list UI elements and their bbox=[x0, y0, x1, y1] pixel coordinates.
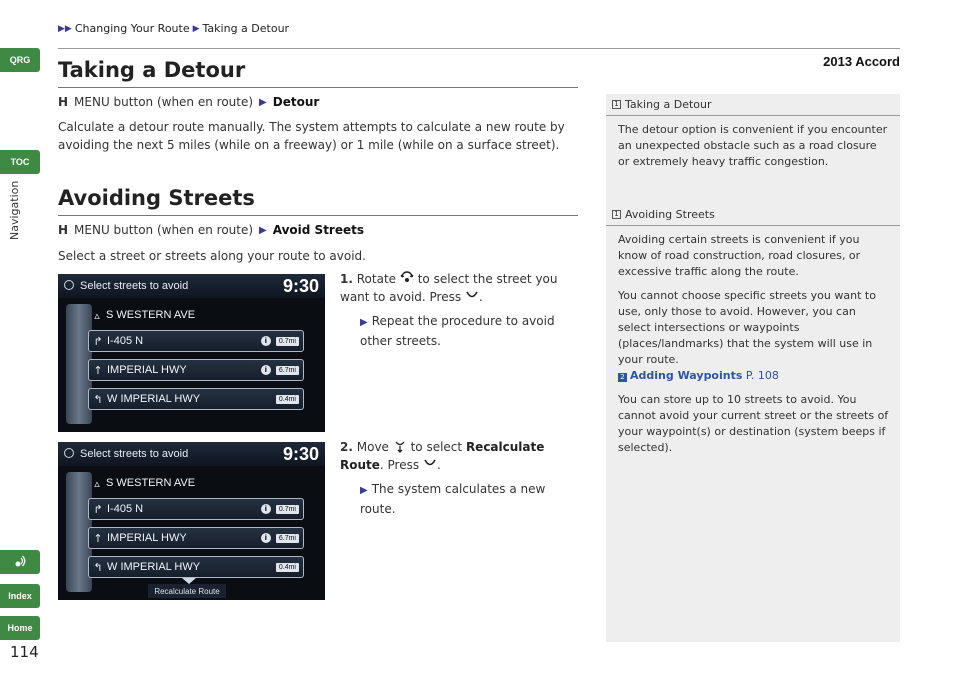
straight-arrow-icon: ▵ bbox=[94, 308, 100, 322]
avoid-menu-path bbox=[58, 223, 364, 237]
path-arrow-icon: ▶ bbox=[259, 96, 267, 108]
detour-heading: Taking a Detour bbox=[58, 58, 246, 82]
adding-waypoints-page-link[interactable]: P. 108 bbox=[745, 369, 779, 382]
note-marker-icon: 1 bbox=[612, 210, 621, 219]
step-text: to select bbox=[410, 440, 463, 454]
street-name: S WESTERN AVE bbox=[106, 477, 196, 489]
screen-title: Select streets to avoid bbox=[80, 280, 189, 292]
distance: 0.4mi bbox=[276, 395, 299, 404]
street-row[interactable] bbox=[88, 472, 304, 494]
interface-dial-rotate-icon bbox=[400, 271, 414, 285]
screen-title: Select streets to avoid bbox=[80, 448, 189, 460]
note-paragraph: You can store up to 10 streets to avoid. You cannot avoid your current street or the streets of your waypoint(s) or destination (system beeps if selected). bbox=[618, 393, 889, 454]
step-text: . bbox=[436, 458, 441, 472]
note-paragraph: The detour option is convenient if you encounter an unexpected obstacle such as a road closure or extremely heavy traffic congestion. bbox=[618, 123, 888, 168]
search-icon bbox=[64, 280, 74, 290]
step-1-substep bbox=[360, 312, 560, 350]
header-rule bbox=[58, 48, 900, 49]
substep-text: Repeat the procedure to avoid other streets. bbox=[360, 314, 555, 348]
detour-body: Calculate a detour route manually. The system attempts to calculate a new route by avoiding the next 5 miles (while on a freeway) or 1 mile (while on a surface street). bbox=[58, 120, 565, 152]
note-marker-icon: 1 bbox=[612, 100, 621, 109]
step-number: 2. bbox=[340, 440, 353, 454]
distance: 6.7mi bbox=[276, 366, 299, 375]
street-row[interactable] bbox=[88, 388, 304, 410]
toc-tab[interactable]: TOC bbox=[0, 150, 40, 174]
step-2-substep bbox=[360, 480, 560, 518]
interface-dial-move-down-icon bbox=[393, 439, 407, 453]
note-title: Taking a Detour bbox=[625, 98, 712, 111]
menu-target: Detour bbox=[272, 95, 320, 109]
note-header bbox=[606, 208, 900, 226]
info-icon: i bbox=[261, 336, 271, 346]
info-icon: i bbox=[261, 533, 271, 543]
voice-icon bbox=[13, 555, 27, 569]
screen-clock: 9:30 bbox=[282, 276, 319, 296]
chapter-label: Navigation bbox=[8, 180, 21, 240]
step-2 bbox=[340, 438, 580, 474]
step-1 bbox=[340, 270, 580, 306]
step-text: Move bbox=[356, 440, 389, 454]
recalculate-route-button[interactable]: Recalculate Route bbox=[148, 584, 226, 598]
step-text: to select the street you want to avoid. Press bbox=[340, 272, 558, 304]
info-icon: i bbox=[261, 504, 271, 514]
step-text: . Press bbox=[379, 458, 420, 472]
step-text: Rotate bbox=[356, 272, 397, 286]
detour-note bbox=[606, 98, 900, 178]
heading-rule bbox=[58, 87, 578, 88]
turn-arrow-icon: ↑ bbox=[93, 531, 103, 545]
breadcrumb bbox=[58, 22, 289, 35]
index-tab[interactable]: Index bbox=[0, 584, 40, 608]
voice-command-tab[interactable] bbox=[0, 550, 40, 574]
nav-screen-2 bbox=[58, 442, 325, 600]
turn-arrow-icon: ↰ bbox=[93, 560, 103, 574]
breadcrumb-section[interactable]: Changing Your Route bbox=[74, 22, 190, 35]
distance: 0.7mi bbox=[276, 505, 299, 514]
step-number: 1. bbox=[340, 272, 353, 286]
home-menu-icon: H bbox=[58, 95, 69, 109]
breadcrumb-arrow-icon: ▶ bbox=[192, 23, 200, 34]
street-row[interactable] bbox=[88, 527, 304, 549]
turn-arrow-icon: ↑ bbox=[93, 363, 103, 377]
distance: 0.7mi bbox=[276, 337, 299, 346]
document-title: 2013 Accord bbox=[823, 54, 900, 69]
step-text: . bbox=[478, 290, 483, 304]
street-name: I-405 N bbox=[107, 335, 144, 347]
avoid-intro: Select a street or streets along your route to avoid. bbox=[58, 249, 366, 263]
page-number: 114 bbox=[10, 643, 39, 661]
adding-waypoints-link[interactable]: Adding Waypoints bbox=[630, 369, 743, 382]
screen-clock: 9:30 bbox=[282, 444, 319, 464]
menu-target: Avoid Streets bbox=[272, 223, 365, 237]
note-body bbox=[606, 226, 900, 456]
enter-press-icon bbox=[465, 289, 479, 303]
distance: 0.4mi bbox=[276, 563, 299, 572]
heading-rule bbox=[58, 215, 578, 216]
street-row[interactable] bbox=[88, 330, 304, 352]
street-name: I-405 N bbox=[107, 503, 144, 515]
turn-arrow-icon: ↱ bbox=[93, 334, 103, 348]
cross-reference-icon: 2 bbox=[618, 373, 627, 382]
substep-text: The system calculates a new route. bbox=[360, 482, 546, 516]
nav-screen-1 bbox=[58, 274, 325, 432]
note-title: Avoiding Streets bbox=[625, 208, 715, 221]
street-row[interactable] bbox=[88, 304, 304, 326]
street-name: IMPERIAL HWY bbox=[107, 364, 187, 376]
menu-prefix: MENU button (when en route) bbox=[74, 223, 254, 237]
turn-arrow-icon: ↰ bbox=[93, 392, 103, 406]
breadcrumb-arrow-icon: ▶▶ bbox=[58, 23, 72, 34]
note-paragraph bbox=[618, 288, 890, 384]
street-row[interactable] bbox=[88, 359, 304, 381]
street-name: IMPERIAL HWY bbox=[107, 532, 187, 544]
street-row[interactable] bbox=[88, 556, 304, 578]
street-row[interactable] bbox=[88, 498, 304, 520]
search-icon bbox=[64, 448, 74, 458]
path-arrow-icon: ▶ bbox=[360, 485, 368, 496]
street-name: W IMPERIAL HWY bbox=[107, 561, 201, 573]
note-paragraph: Avoiding certain streets is convenient if you know of road construction, road closures, or excessive traffic along the route. bbox=[618, 233, 861, 278]
straight-arrow-icon: ▵ bbox=[94, 476, 100, 490]
note-body bbox=[606, 116, 900, 170]
info-icon: i bbox=[261, 365, 271, 375]
note-text: You cannot choose specific streets you want to use, only those to avoid. However, you can select intersections or waypoints (places/landmarks) that the system will use in your route. bbox=[618, 289, 876, 366]
street-name: S WESTERN AVE bbox=[106, 309, 196, 321]
path-arrow-icon: ▶ bbox=[259, 224, 267, 236]
note-header bbox=[606, 98, 900, 116]
home-tab[interactable]: Home bbox=[0, 616, 40, 640]
distance: 6.7mi bbox=[276, 534, 299, 543]
avoid-note bbox=[606, 208, 900, 464]
turn-arrow-icon: ↱ bbox=[93, 502, 103, 516]
street-name: W IMPERIAL HWY bbox=[107, 393, 201, 405]
qrg-tab[interactable]: QRG bbox=[0, 48, 40, 72]
menu-prefix: MENU button (when en route) bbox=[74, 95, 254, 109]
enter-press-icon bbox=[423, 457, 437, 471]
path-arrow-icon: ▶ bbox=[360, 317, 368, 328]
step-target: Recalculate Route bbox=[340, 440, 545, 472]
avoid-heading: Avoiding Streets bbox=[58, 186, 255, 210]
home-menu-icon: H bbox=[58, 223, 69, 237]
detour-menu-path bbox=[58, 95, 319, 109]
breadcrumb-page[interactable]: Taking a Detour bbox=[202, 22, 290, 35]
